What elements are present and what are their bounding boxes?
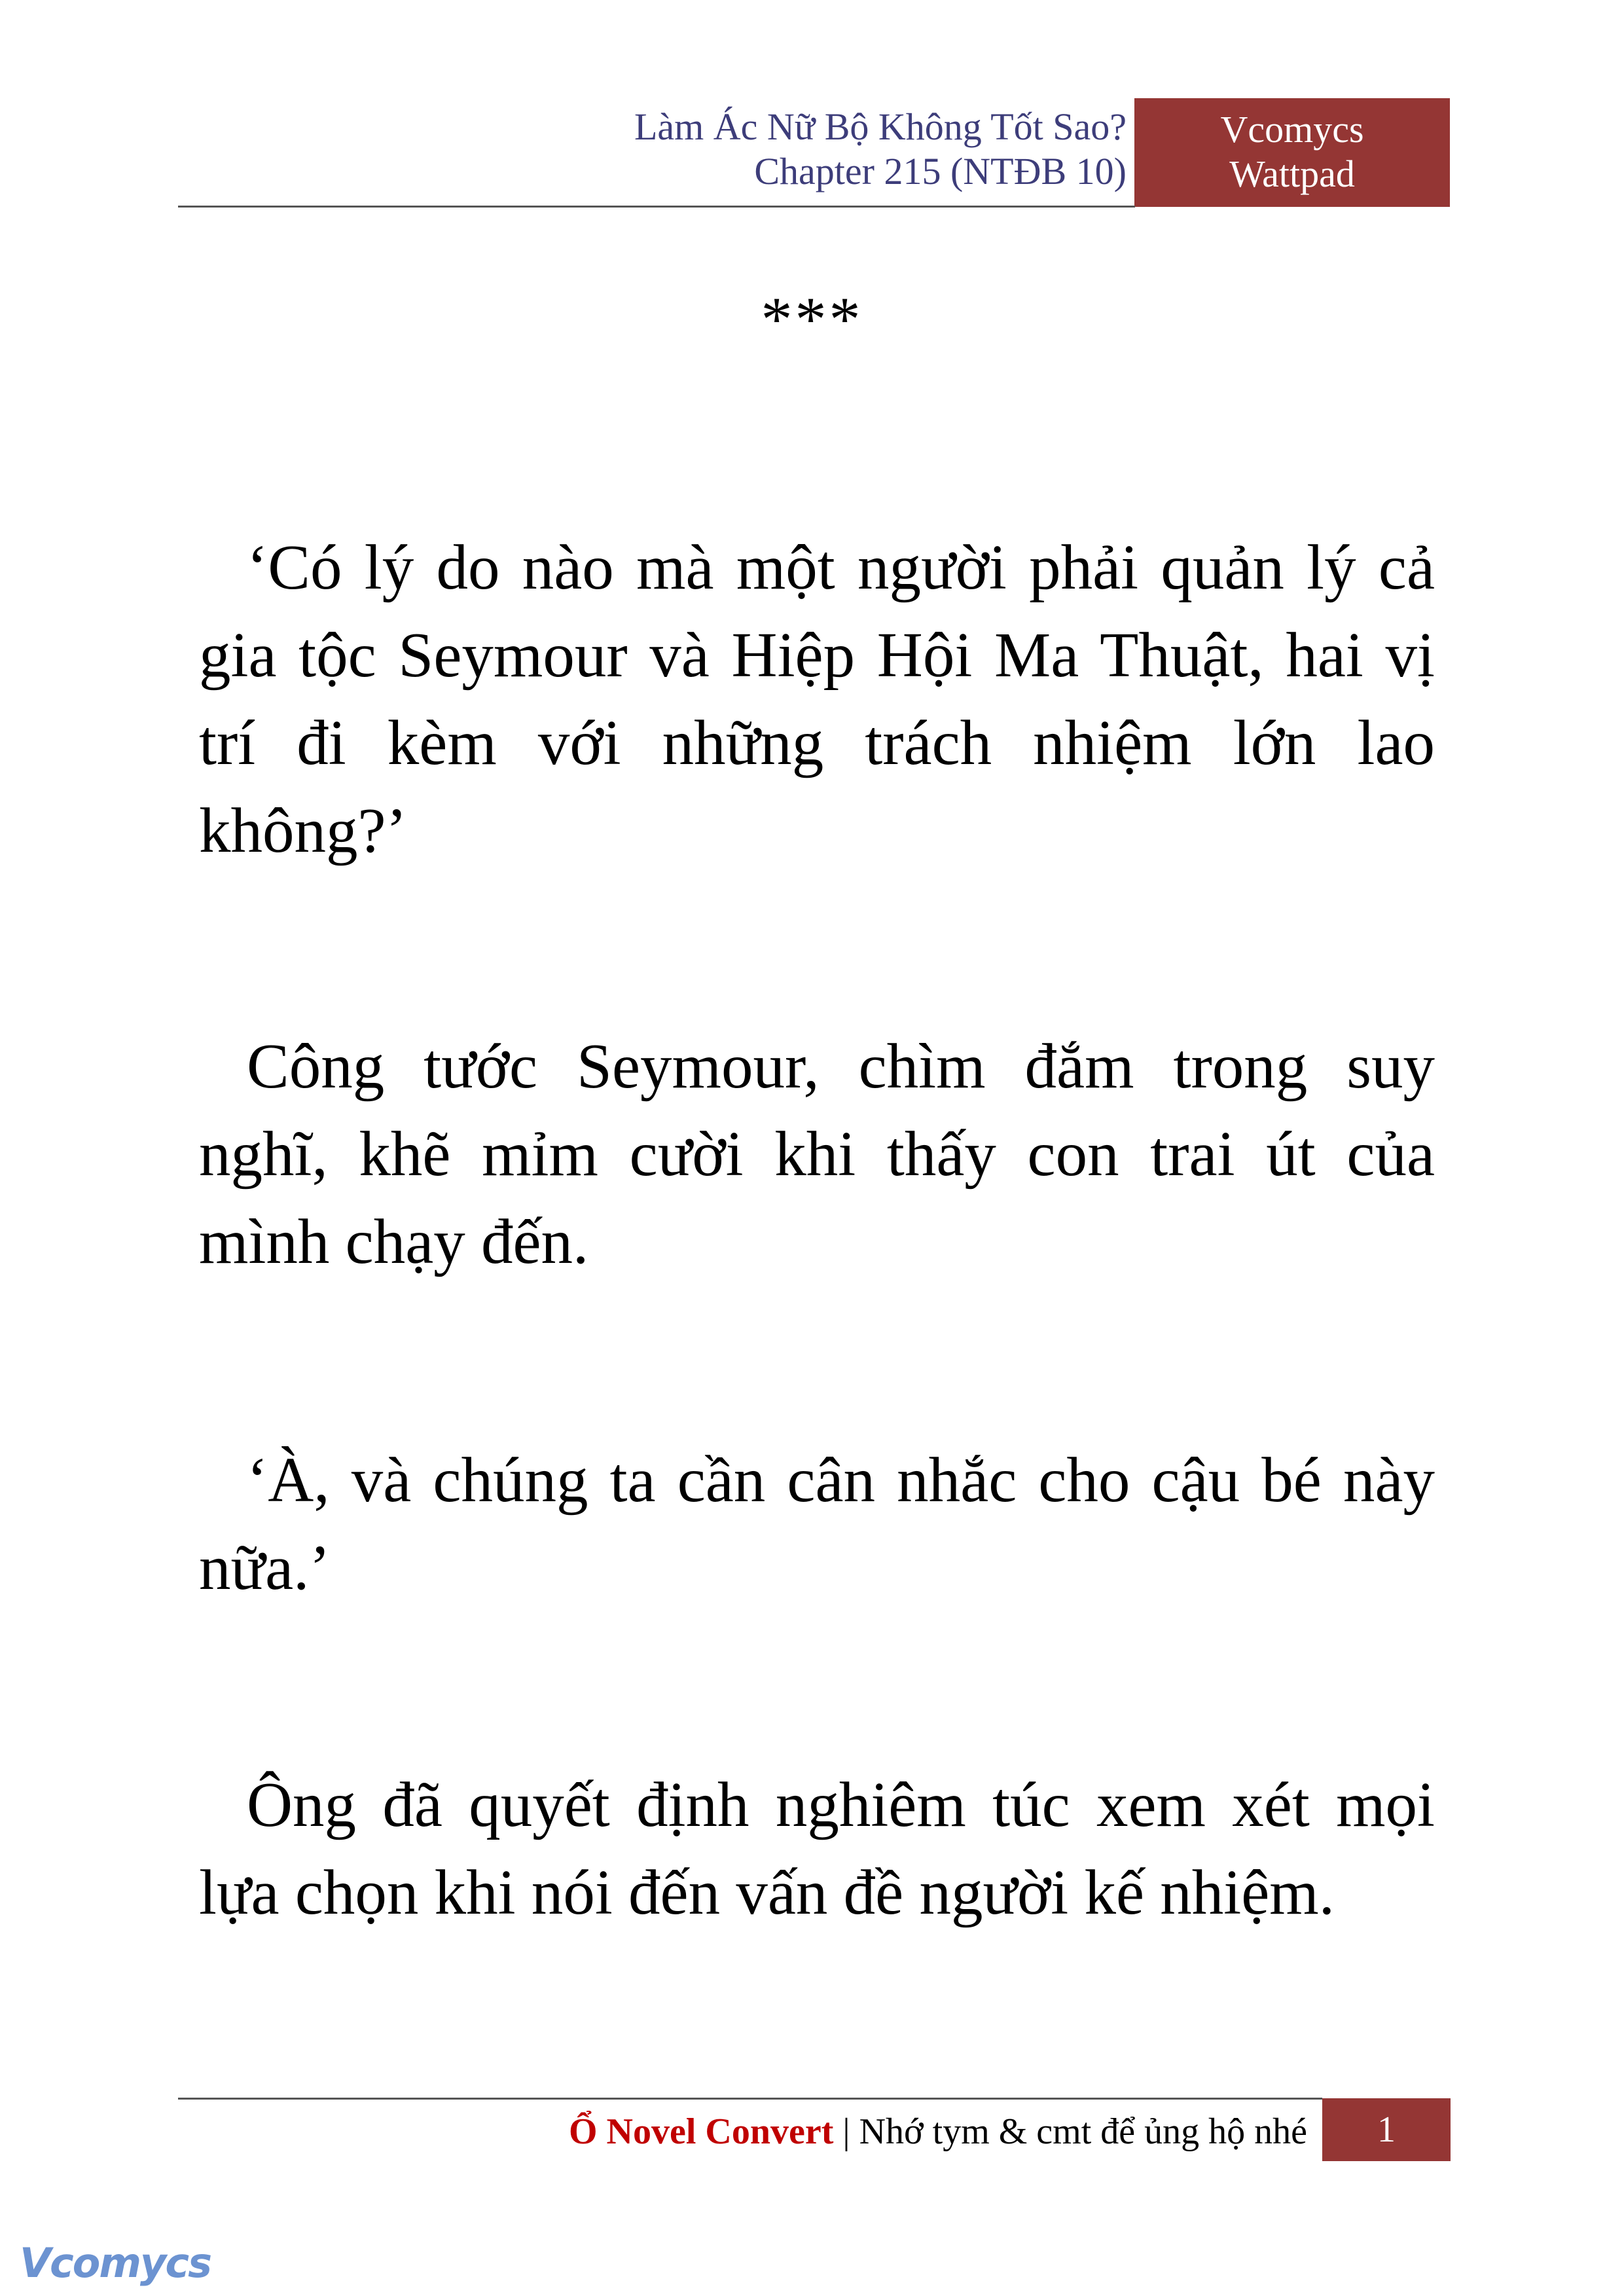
source-badge bbox=[1134, 98, 1450, 207]
footer-note: Nhớ tym & cmt để ủng hộ nhé bbox=[859, 2111, 1307, 2152]
footer-brand: Ổ Novel Convert bbox=[569, 2111, 834, 2152]
paragraph: ‘À, và chúng ta cần cân nhắc cho cậu bé này nữa.’ bbox=[199, 1445, 1435, 1603]
chapter-header bbox=[634, 105, 1127, 194]
paragraph: Ông đã quyết định nghiêm túc xem xét mọi lựa chọn khi nói đến vấn đề người kế nhiệm. bbox=[199, 1770, 1435, 1927]
page-number: 1 bbox=[1322, 2098, 1451, 2161]
watermark-logo: Vcomycs bbox=[20, 2239, 211, 2287]
paragraph: Công tước Seymour, chìm đắm trong suy nghĩ, khẽ mỉm cười khi thấy con trai út của mình chạy đến. bbox=[199, 1031, 1435, 1277]
book-title: Làm Ác Nữ Bộ Không Tốt Sao? bbox=[634, 105, 1127, 148]
paragraph: ‘Có lý do nào mà một người phải quản lý cả gia tộc Seymour và Hiệp Hội Ma Thuật, hai vị trí đi kèm với những trách nhiệm lớn lao không?’ bbox=[199, 532, 1435, 866]
source-badge-line1: Vcomycs bbox=[1220, 108, 1364, 151]
footer-separator: | bbox=[842, 2111, 850, 2152]
footer bbox=[569, 2102, 1307, 2162]
section-separator: *** bbox=[761, 284, 863, 354]
source-badge-line2: Wattpad bbox=[1229, 153, 1355, 195]
header-divider bbox=[178, 206, 1135, 208]
chapter-title: Chapter 215 (NTĐB 10) bbox=[754, 150, 1127, 192]
footer-divider bbox=[178, 2098, 1322, 2100]
